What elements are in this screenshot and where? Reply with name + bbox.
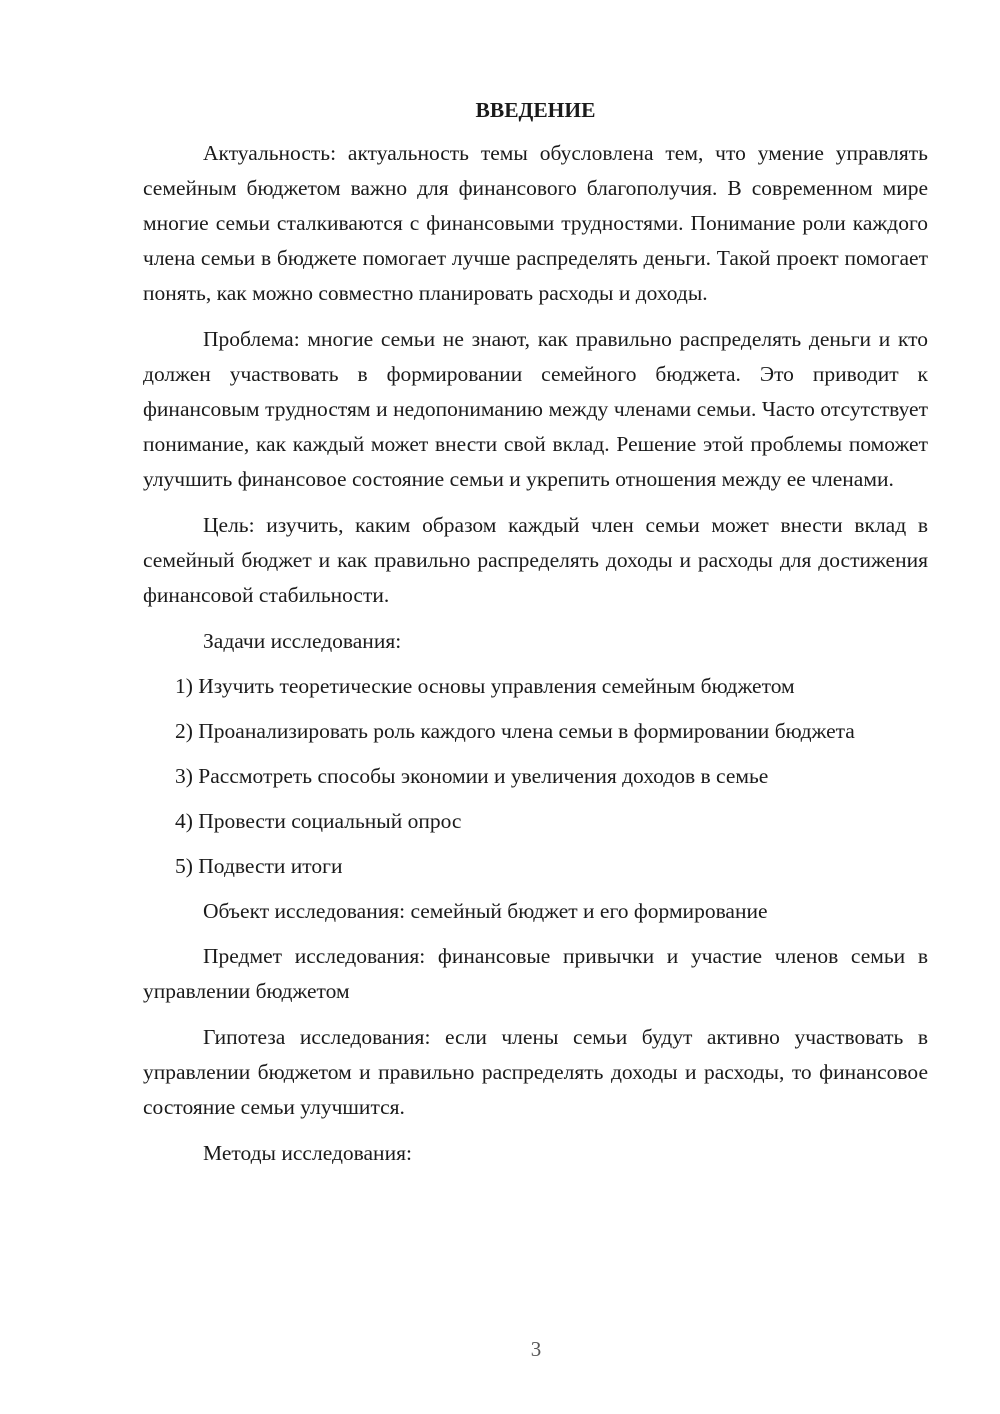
task-item-4: 4) Провести социальный опрос [175, 809, 462, 833]
tasks-heading: Задачи исследования: [203, 629, 402, 653]
goal-paragraph: Цель: изучить, каким образом каждый член семьи может внести вклад в семейный бюджет и как правильно распределять доходы и расходы для достижения финансовой стабильности. [143, 513, 928, 607]
subject-paragraph: Предмет исследования: финансовые привычки и участие членов семьи в управлении бюджетом [143, 944, 928, 1003]
task-item-2: 2) Проанализировать роль каждого члена семьи в формировании бюджета [175, 719, 855, 743]
section-title: ВВЕДЕНИЕ [475, 98, 596, 122]
problem-paragraph: Проблема: многие семьи не знают, как правильно распределять деньги и кто должен участвовать в формировании семейного бюджета. Это приводит к финансовым трудностям и недопониманию между членами семьи. Часто отсутствует понимание, как каждый может внести свой вклад. Решение этой проблемы поможет улучшить финансовое состояние семьи и укрепить отношения между ее членами. [143, 327, 928, 491]
task-item-3: 3) Рассмотреть способы экономии и увеличения доходов в семье [175, 764, 769, 788]
relevance-paragraph: Актуальность: актуальность темы обусловлена тем, что умение управлять семейным бюджетом важно для финансового благополучия. В современном мире многие семьи сталкиваются с финансовыми трудностями. Понимание роли каждого члена семьи в бюджете помогает лучше распределять деньги. Такой проект помогает понять, как можно совместно планировать расходы и доходы. [143, 141, 928, 305]
task-item-5: 5) Подвести итоги [175, 854, 343, 878]
page-content [143, 93, 928, 1181]
page-number: 3 [530, 1337, 542, 1361]
task-item-1: 1) Изучить теоретические основы управления семейным бюджетом [175, 674, 795, 698]
object-line: Объект исследования: семейный бюджет и его формирование [203, 899, 768, 923]
hypothesis-paragraph: Гипотеза исследования: если члены семьи будут активно участвовать в управлении бюджетом и правильно распределять доходы и расходы, то финансовое состояние семьи улучшится. [143, 1025, 928, 1119]
methods-heading: Методы исследования: [203, 1141, 412, 1165]
